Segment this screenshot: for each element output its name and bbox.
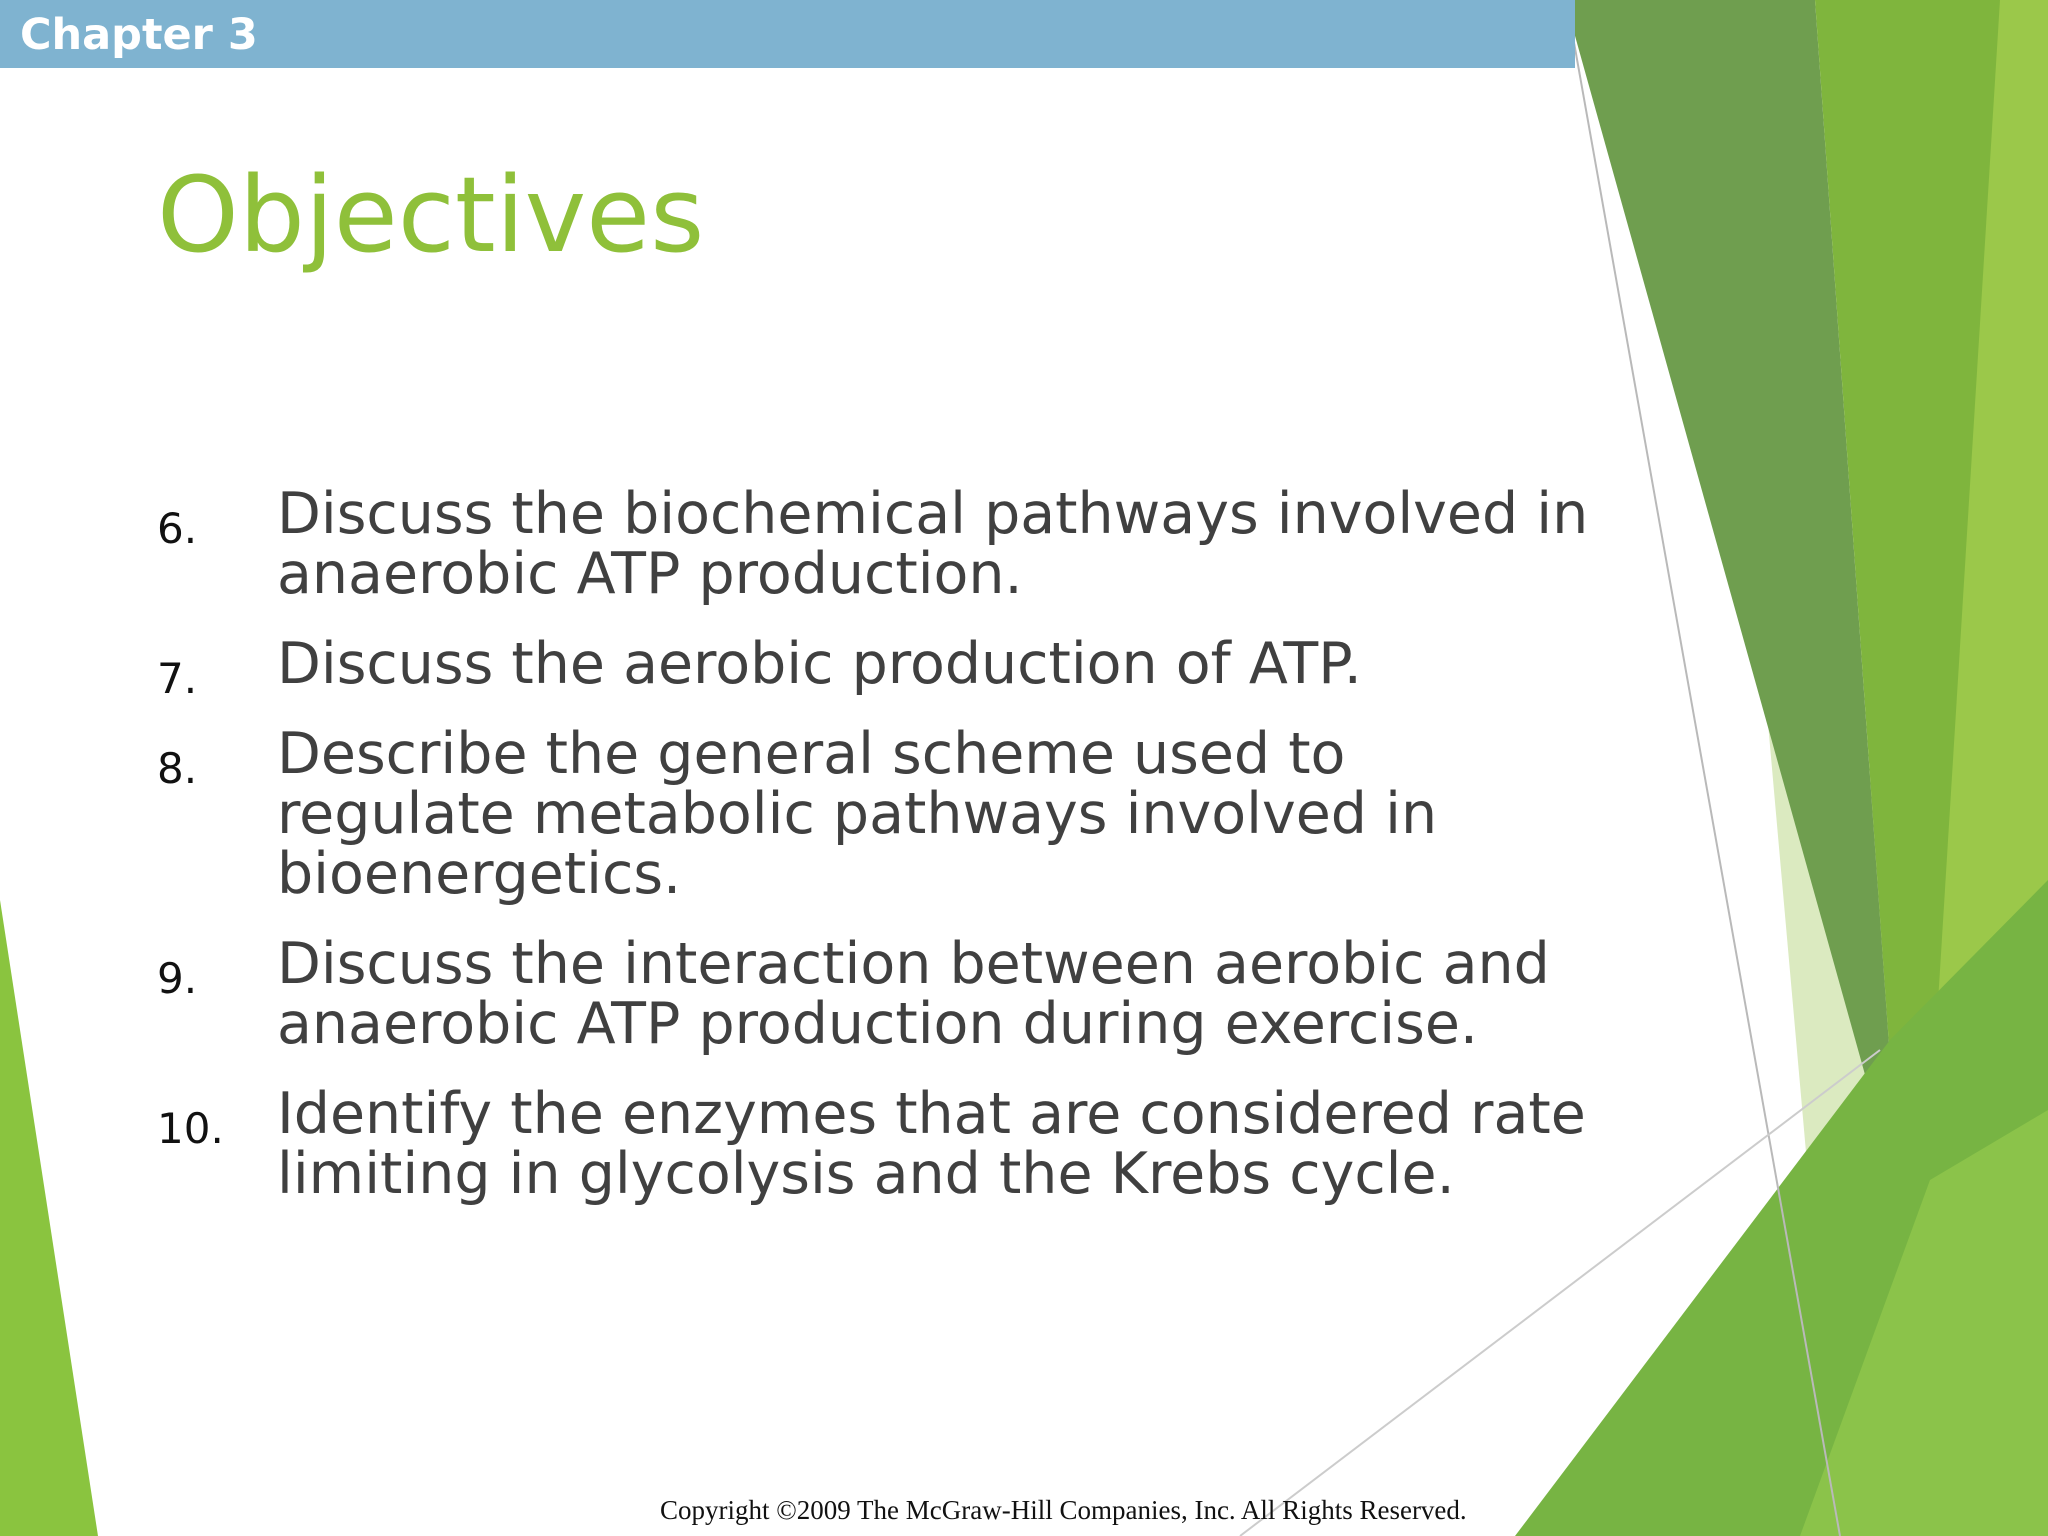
objective-number: 7.	[157, 654, 198, 703]
objective-number: 6.	[157, 504, 198, 553]
objective-text: Identify the enzymes that are considered rate limiting in glycolysis and the Krebs cycle.	[277, 1081, 1586, 1207]
objectives-list	[157, 481, 1589, 1240]
objective-text: Discuss the interaction between aerobic and anaerobic ATP production during exercise.	[277, 931, 1550, 1057]
chapter-label: Chapter 3	[20, 10, 258, 60]
objective-item	[157, 1081, 1586, 1207]
objective-item	[157, 631, 1557, 703]
objective-number: 10.	[157, 1104, 224, 1153]
objective-number: 9.	[157, 954, 198, 1003]
objective-item	[157, 721, 1557, 907]
objective-item	[157, 931, 1557, 1057]
objective-text: Discuss the aerobic production of ATP.	[277, 631, 1362, 697]
objective-item	[157, 481, 1589, 607]
slide-title: Objectives	[157, 154, 705, 276]
left-green-triangle	[0, 900, 98, 1536]
objective-text: Discuss the biochemical pathways involved in anaerobic ATP production.	[277, 481, 1589, 607]
objective-number: 8.	[157, 744, 198, 793]
copyright-notice: Copyright ©2009 The McGraw-Hill Companies, Inc. All Rights Reserved.	[660, 1495, 1467, 1525]
objective-text: Describe the general scheme used to regulate metabolic pathways involved in bioenergetics.	[277, 721, 1438, 907]
